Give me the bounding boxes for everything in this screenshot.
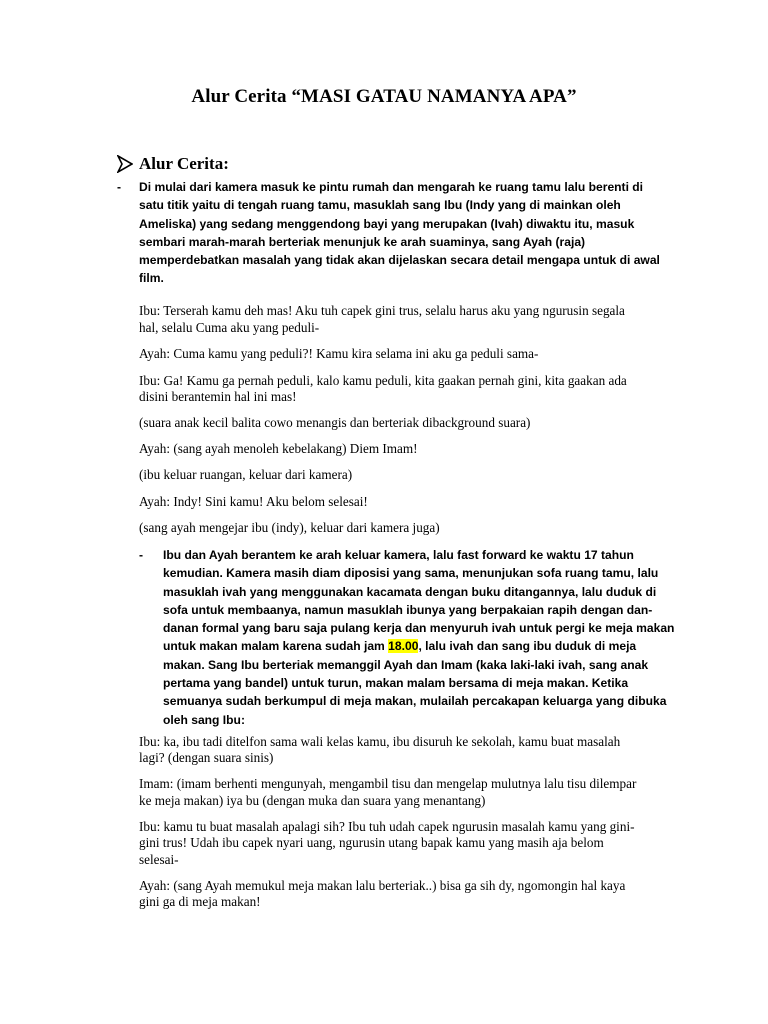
scene2-line: sofa untuk membaanya, namun masuklah ibunya yang berpakaian rapih dengan dan- <box>163 602 653 617</box>
intro-line: Ameliska) yang sedang menggendong bayi yang merupakan (Ivah) diwaktu itu, masuk <box>139 216 635 231</box>
intro-line: memperdebatkan masalah yang tidak akan dijelaskan secara detail mengapa untuk di awal <box>139 253 660 268</box>
dialog-line: Ibu: Terserah kamu deh mas! Aku tuh capek gini trus, selalu harus aku yang ngurusin segala <box>139 303 625 318</box>
scene2-line: danan formal yang baru saja pulang kerja dan menyuruh ivah untuk pergi ke meja makan <box>163 621 675 636</box>
dialog-line: Ayah: Indy! Sini kamu! Aku belom selesai! <box>139 494 368 509</box>
dialog-line: Ibu: Ga! Kamu ga pernah peduli, kalo kamu peduli, kita gaakan pernah gini, kita gaakan ada <box>139 373 627 388</box>
dialog-line: gini ga di meja makan! <box>139 894 261 909</box>
dialog-line: Ayah: (sang ayah menoleh kebelakang) Diem Imam! <box>139 441 418 456</box>
document-title: Alur Cerita “MASI GATAU NAMANYA APA” <box>191 86 577 107</box>
scene2-line: masuklah ivah yang menggunakan kacamata dengan buku ditangannya, lalu duduk di <box>163 584 657 599</box>
arrow-bullet-icon <box>117 155 133 173</box>
dialog-line: hal, selalu Cuma aku yang peduli- <box>139 320 320 335</box>
dialog-line: gini trus! Udah ibu capek nyari uang, ngurusin utang bapak kamu yang masih aja belom <box>139 835 604 850</box>
scene2-line: makan. Sang Ibu berteriak memanggil Ayah dan Imam (kaka laki-laki ivah, sang anak <box>163 657 649 672</box>
intro-dash: - <box>117 180 122 194</box>
scene2-dash: - <box>139 548 144 562</box>
section-heading <box>117 154 229 174</box>
scene2-line: semuanya sudah berkumpul di meja makan, mulailah percakapan keluarga yang dibuka <box>163 694 667 709</box>
dialog-line: Ibu: ka, ibu tadi ditelfon sama wali kelas kamu, ibu disuruh ke sekolah, kamu buat masalah <box>139 734 621 749</box>
dialog-line: Ibu: kamu tu buat masalah apalagi sih? Ibu tuh udah capek ngurusin masalah kamu yang gini- <box>139 819 635 834</box>
dialog-line: selesai- <box>139 852 179 867</box>
intro-line: satu titik yaitu di tengah ruang tamu, masuklah sang Ibu (Indy yang di mainkan oleh <box>139 198 621 213</box>
scene2-line: Ibu dan Ayah berantem ke arah keluar kamera, lalu fast forward ke waktu 17 tahun <box>163 548 634 562</box>
dialog-line: disini berantemin hal ini mas! <box>139 389 297 404</box>
dialog-line: Ayah: (sang Ayah memukul meja makan lalu berteriak..) bisa ga sih dy, ngomongin hal kaya <box>139 878 626 893</box>
time-line-after: , lalu ivah dan sang ibu duduk di meja <box>418 639 637 654</box>
section-heading-label: Alur Cerita: <box>139 154 229 173</box>
dialog-line: lagi? (dengan suara sinis) <box>139 750 274 765</box>
scene2-line: oleh sang Ibu: <box>163 712 245 727</box>
time-line-before: untuk makan malam karena sudah jam <box>163 639 389 654</box>
dialog-line: Ayah: Cuma kamu yang peduli?! Kamu kira selama ini aku ga peduli sama- <box>139 346 539 361</box>
dialog-line: (ibu keluar ruangan, keluar dari kamera) <box>139 467 353 482</box>
scene2-line: pertama yang bandel) untuk turun, makan malam bersama di meja makan. Ketika <box>163 676 629 691</box>
highlighted-time: 18.00 <box>388 639 419 654</box>
intro-line: film. <box>139 271 164 286</box>
dialog-line: ke meja makan) iya bu (dengan muka dan suara yang menantang) <box>139 793 486 808</box>
intro-line: sembari marah-marah berteriak menunjuk ke arah suaminya, sang Ayah (raja) <box>139 234 586 249</box>
scene2-line <box>163 637 674 655</box>
scene2-paragraph <box>163 546 674 729</box>
intro-line: Di mulai dari kamera masuk ke pintu rumah dan mengarah ke ruang tamu lalu berenti di <box>139 180 644 194</box>
dialog-line: (suara anak kecil balita cowo menangis dan berteriak dibackground suara) <box>139 415 531 430</box>
scene2-line: kemudian. Kamera masih diam diposisi yang sama, menunjukan sofa ruang tamu, lalu <box>163 566 659 581</box>
intro-paragraph <box>139 178 660 288</box>
dialog-line: (sang ayah mengejar ibu (indy), keluar dari kamera juga) <box>139 520 440 535</box>
dialog-line: Imam: (imam berhenti mengunyah, mengambil tisu dan mengelap mulutnya lalu tisu dilempar <box>139 776 637 791</box>
